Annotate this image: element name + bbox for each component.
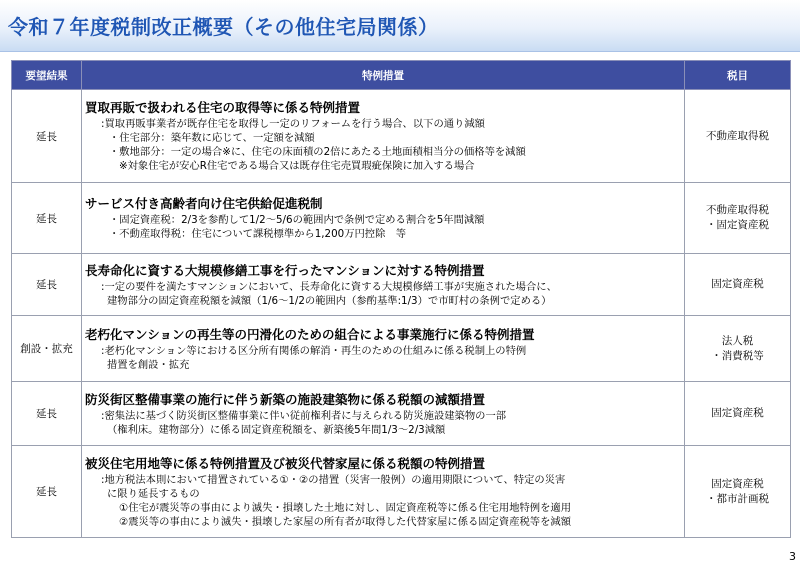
row-result: 延長 — [12, 254, 82, 316]
measure-line: 建物部分の固定資産税額を減額（1/6～1/2の範囲内（参酌基準:1/3）で市町村の条例で定める） — [107, 294, 552, 307]
row-result: 創設・拡充 — [12, 316, 82, 382]
measure-line: :密集法に基づく防災街区整備事業に伴い従前権利者に与えられる防災施設建築物の一部 — [101, 409, 507, 422]
title-bar — [0, 0, 800, 52]
tax-item: 法人税 — [721, 334, 754, 347]
row-tax — [685, 382, 791, 446]
tax-item: ・都市計画税 — [706, 492, 769, 505]
row-tax — [685, 446, 791, 538]
page-number: 3 — [789, 550, 796, 563]
row-tax — [685, 90, 791, 183]
table-row — [12, 183, 791, 254]
measure-title: サービス付き高齢者向け住宅供給促進税制 — [85, 196, 323, 211]
measure-line: ・住宅部分：築年数に応じて、一定額を減額 — [109, 132, 315, 144]
table-row — [12, 90, 791, 183]
measure-line: :地方税法本則において措置されている①・②の措置（災害一般例）の適用期限について、特定の災害 — [101, 473, 566, 486]
tax-item: 固定資産税 — [711, 477, 764, 490]
row-tax — [685, 254, 791, 316]
page-title: 令和７年度税制改正概要（その他住宅局関係） — [8, 15, 439, 39]
measure-line: ①住宅が震災等の事由により滅失・損壊した土地に対し、固定資産税等に係る住宅用地特例を適用 — [119, 501, 571, 514]
header-tax: 税目 — [685, 61, 791, 90]
measure-line: :一定の要件を満たすマンションにおいて、長寿命化に資する大規模修繕工事が実施された場合に、 — [101, 280, 557, 293]
row-measure — [82, 183, 685, 254]
row-tax — [685, 316, 791, 382]
measure-title: 老朽化マンションの再生等の円滑化のための組合による事業施行に係る特例措置 — [85, 326, 535, 342]
measure-line: 措置を創設・拡充 — [107, 358, 190, 371]
measure-line: ※対象住宅が安心R住宅である場合又は既存住宅売買瑕疵保険に加入する場合 — [119, 160, 475, 172]
measure-line: ・不動産取得税：住宅について課税標準から1,200万円控除 等 — [109, 228, 406, 240]
row-result: 延長 — [12, 183, 82, 254]
tax-item: ・消費税等 — [711, 349, 764, 362]
table-row — [12, 316, 791, 382]
measure-line: ②震災等の事由により滅失・損壊した家屋の所有者が取得した代替家屋に係る固定資産税等を減額 — [119, 515, 571, 528]
measure-line: ・固定資産税：2/3を参酌して1/2～5/6の範囲内で条例で定める割合を5年間減額 — [109, 214, 485, 226]
measure-title: 買取再販で扱われる住宅の取得等に係る特例措置 — [85, 100, 361, 115]
table-row — [12, 382, 791, 446]
measure-title: 被災住宅用地等に係る特例措置及び被災代替家屋に係る税額の特例措置 — [85, 455, 486, 471]
tax-item: 固定資産税 — [711, 278, 764, 290]
measure-line: :老朽化マンション等における区分所有関係の解消・再生のための仕組みに係る税制上の特例 — [101, 344, 527, 357]
row-measure — [82, 446, 685, 538]
measure-line: （権利床。建物部分）に係る固定資産税額を、新築後5年間1/3～2/3減額 — [107, 423, 446, 436]
table-row — [12, 254, 791, 316]
row-measure — [82, 382, 685, 446]
row-result: 延長 — [12, 90, 82, 183]
measure-line: :買取再販事業者が既存住宅を取得し一定のリフォームを行う場合、以下の通り減額 — [101, 118, 485, 130]
measure-line: に限り延長するもの — [107, 487, 200, 500]
row-result: 延長 — [12, 382, 82, 446]
tax-item: 不動産取得税 — [706, 129, 769, 142]
measure-title: 防災街区整備事業の施行に伴う新築の施設建築物に係る税額の減額措置 — [85, 391, 486, 407]
row-measure — [82, 254, 685, 316]
row-result: 延長 — [12, 446, 82, 538]
table-row — [12, 446, 791, 538]
tax-item: 固定資産税 — [711, 407, 764, 419]
row-measure — [82, 316, 685, 382]
tax-reform-table — [11, 60, 791, 538]
row-measure — [82, 90, 685, 183]
table-header-row — [12, 61, 791, 90]
header-result: 要望結果 — [12, 61, 82, 90]
measure-line: ・敷地部分：一定の場合※に、住宅の床面積の2倍にあたる土地面積相当分の価格等を減額 — [109, 146, 526, 158]
row-tax — [685, 183, 791, 254]
measure-title: 長寿命化に資する大規模修繕工事を行ったマンションに対する特例措置 — [85, 262, 485, 278]
tax-item: ・固定資産税 — [706, 219, 769, 231]
tax-item: 不動産取得税 — [706, 204, 769, 216]
header-measure: 特例措置 — [82, 61, 685, 90]
